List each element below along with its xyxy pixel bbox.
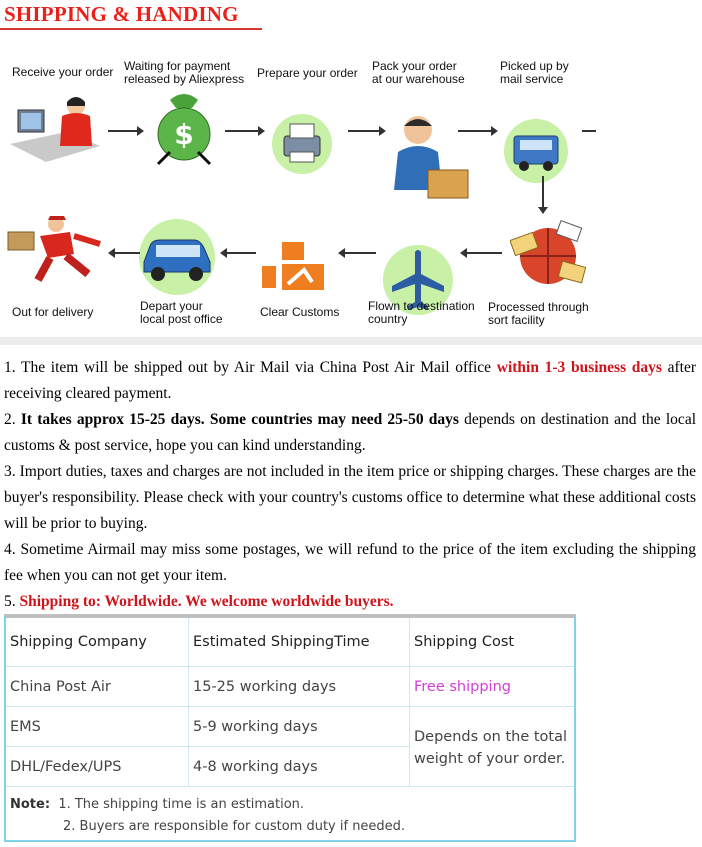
paragraph-1 [4, 355, 696, 407]
paragraph-3: 3. Import duties, taxes and charges are not included in the item price or shipping charges. These charges are the buyer's responsibility. Please check with your country's customs office to determine what these additional costs will be prior to buying. [4, 463, 696, 532]
table-header-row [6, 618, 574, 667]
header-time: Estimated ShippingTime [189, 618, 410, 667]
p2-text: depends on destination and the local customs & post service, hope you can kind understanding. [4, 411, 697, 454]
table-note [10, 794, 405, 838]
note-line-2: 2. Buyers are responsible for custom duty if needed. [63, 819, 406, 834]
note-line-1: 1. The shipping time is an estimation. [58, 797, 305, 812]
step-label-prepare: Prepare your order [257, 66, 358, 80]
flow-arrow-7 [340, 252, 376, 254]
money-bag-icon [150, 86, 218, 170]
step-label-pack: Pack your order at our warehouse [372, 59, 465, 86]
running-courier-icon [4, 214, 106, 290]
note-label: Note: [10, 797, 51, 812]
table-row [6, 707, 574, 747]
step-label-flown: Flown to destination country [368, 299, 475, 326]
worker-box-icon [392, 112, 472, 204]
flow-arrow-6 [222, 252, 256, 254]
flow-arrow-down [542, 176, 544, 212]
step-label-delivery: Out for delivery [12, 305, 94, 319]
shipping-table [6, 618, 574, 787]
flow-arrow-3 [348, 130, 384, 132]
flow-arrow-5 [110, 252, 140, 254]
printer-icon [270, 112, 334, 176]
row-cost-free: Free shipping [410, 667, 575, 707]
row-time: 4-8 working days [189, 747, 410, 787]
step-label-depart: Depart your local post office [140, 299, 223, 326]
flow-arrow-8 [462, 252, 502, 254]
diagram-bottom-band [0, 337, 702, 345]
flow-arrow-tail [582, 130, 596, 132]
flow-arrow-1 [108, 130, 142, 132]
svg-text:$: $ [174, 118, 194, 151]
p5-highlight: Shipping to: Worldwide. We welcome worldwide buyers. [19, 593, 394, 610]
step-label-waiting: Waiting for payment released by Aliexpress [124, 59, 245, 86]
page-title: SHIPPING & HANDING [4, 2, 239, 26]
row-company: EMS [6, 707, 189, 747]
paragraph-4: 4. Sometime Airmail may miss some postages, we will refund to the price of the item excluding the shipping fee when you can not get your item. [4, 541, 696, 584]
person-computer-icon [6, 92, 104, 170]
table-row [6, 667, 574, 707]
step-label-picked: Picked up by mail service [500, 59, 569, 86]
flow-arrow-4 [458, 130, 496, 132]
truck-icon [502, 118, 570, 184]
p1-text-a: 1. The item will be shipped out by Air Mail via China Post Air Mail office [4, 359, 497, 376]
header-company: Shipping Company [6, 618, 189, 667]
globe-mail-icon [510, 216, 586, 296]
customs-officer-icon [258, 236, 330, 296]
row-company: DHL/Fedex/UPS [6, 747, 189, 787]
p1-text-b: after receiving cleared payment. [4, 359, 697, 402]
p2-bold-text: It takes approx 15-25 days. Some countries may need 25-50 days [20, 411, 459, 428]
car-icon [138, 218, 216, 296]
row-cost-merged: Depends on the total weight of your order. [410, 707, 575, 787]
row-company: China Post Air [6, 667, 189, 707]
flow-arrow-2 [225, 130, 263, 132]
p5-number: 5. [4, 593, 20, 610]
step-label-receive: Receive your order [12, 65, 114, 79]
step-label-processed: Processed through sort facility [488, 300, 589, 327]
paragraph-2 [4, 407, 696, 459]
row-time: 15-25 working days [189, 667, 410, 707]
shipping-flow-diagram [0, 30, 702, 345]
header-cost: Shipping Cost [410, 618, 575, 667]
row-time: 5-9 working days [189, 707, 410, 747]
step-label-customs: Clear Customs [260, 305, 340, 319]
p1-highlight: within 1-3 business days [496, 359, 662, 376]
paragraph-5 [4, 589, 696, 615]
p2-number: 2. [4, 411, 21, 428]
